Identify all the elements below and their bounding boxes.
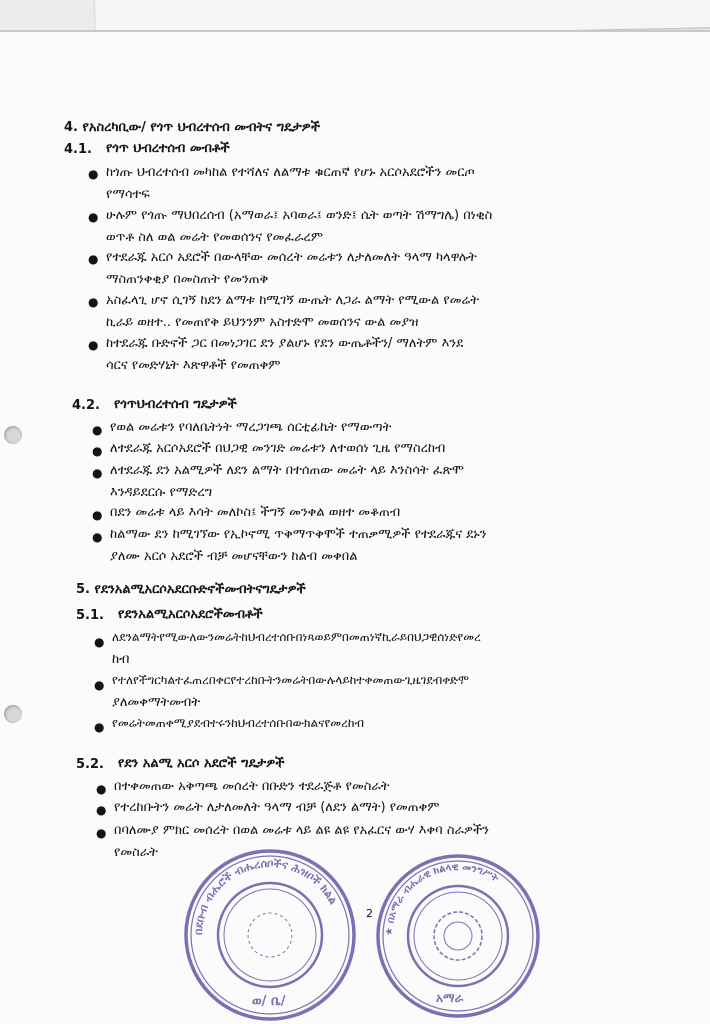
list-item: የወል መሬቱን የባለቤትነት ማረጋገጫ ሰርቲፊኬት የማውጣት <box>110 420 392 435</box>
section-5-heading: 5. የደንአልሚአርሶአደርቡድኖችመብትናግዴታዎች <box>76 582 306 597</box>
section-5-2-title: የደን አልሚ አርሶ አደሮች ግዴታዎች <box>118 756 285 771</box>
bullet-icon: ● <box>94 720 105 734</box>
bullet-icon: ● <box>94 678 105 692</box>
bullet-icon: ● <box>96 803 107 817</box>
stamp-left-bottom: ወ/ ቤ/ <box>252 994 286 1009</box>
bullet-icon: ● <box>88 210 99 224</box>
list-item: በደን መሬቱ ላይ እሳት መለኮስ፤ ችግኝ መንቀል ወዘተ መቆጠብ <box>110 505 401 520</box>
bullet-icon: ● <box>88 167 99 181</box>
stamp-right-text: ★ በአማራ ብሔራዊ ክልላዊ መንግሥት <box>383 861 501 937</box>
bullet-icon: ● <box>92 444 103 458</box>
bullet-icon: ● <box>96 826 107 840</box>
svg-text:★ በአማራ ብሔራዊ ክልላዊ መንግሥት <box>384 862 501 936</box>
section-4-1-title: የጎጥ ህብረተሰብ መብቶች <box>106 141 230 156</box>
section-5-2-number: 5.2. <box>76 757 104 772</box>
bullet-icon: ● <box>92 530 103 544</box>
bullet-icon: ● <box>88 252 99 266</box>
section-4-2-title: የጎጥህብረተሰብ ግዴታዎች <box>114 397 237 412</box>
list-item: የመሬትመጠቀሚያደብተሩንከህብረተሰቡበውክልናየመረከብ <box>112 716 365 730</box>
section-4-1-number: 4.1. <box>64 142 92 157</box>
section-4-heading: 4. የአስረካቢው/ የጎጥ ህብረተሰብ መብትና ግዴታዎች <box>64 120 321 135</box>
stamp-left-text: በደቡብ ብሔሮች ብሔረሰቦችና ሕዝቦች ክልል <box>191 856 340 936</box>
bullet-icon: ● <box>94 635 105 649</box>
section-5-1-title: የደንአልሚአርሶአደሮችመብቶች <box>118 607 263 622</box>
section-5-1-number: 5.1. <box>76 608 104 623</box>
official-stamp-left <box>180 845 360 1023</box>
bullet-icon: ● <box>96 782 107 796</box>
official-stamp-right <box>372 850 544 1020</box>
bullet-icon: ● <box>88 338 99 352</box>
bullet-icon: ● <box>92 466 103 480</box>
stamp-right-bottom: አማራ <box>436 991 464 1005</box>
list-item: ለተደራጁ አርሶአደሮች በህጋዊ መንገድ መሬቱን ለተወሰነ ጊዜ የማስረከብ <box>110 441 446 456</box>
section-4-2-number: 4.2. <box>72 398 100 413</box>
bullet-icon: ● <box>92 423 103 437</box>
svg-text:በደቡብ ብሔሮች ብሔረሰቦችና ሕዝቦች ክልል <box>192 857 340 935</box>
page-number: 2 <box>366 907 373 920</box>
bullet-icon: ● <box>88 295 99 309</box>
bullet-icon: ● <box>92 508 103 522</box>
list-item: የተረከቡትን መሬት ለታለመለት ዓላማ ብቻ (ለደን ልማት) የመጠቀም <box>114 800 440 815</box>
document-content: 4. የአስረካቢው/ የጎጥ ህብረተሰብ መብትና ግዴታዎች 4.1. የጎጥ ህብረተሰብ መብቶች ● ከጎጡ ህብረተሰብ መካከል የተሻለና ለልማቱ ቁርጠኛ የሆኑ አርሶአደሮችን መርጦ የማሳተፍ ● ሁሉም የጎጡ ማህበረሰብ (አማወራ፤ አባወራ፤ ወንድ፤ ሴት ወጣት ሽማግሌ) በነቂስ ወጥቶ ስለ ወል መሬት የመወሰንና የመፈራረም ● የተደራጁ አርሶ አደሮች በውላቸው መሰረት መሬቱን ለታለመለት ዓላማ ካላዋሉት ማስጠንቀቂያ በመስጠት የመንጠቅ ● አስፈላጊ ሆኖ ሲገኝ ከደን ልማቱ ከሚገኝ ውጤት ለጋራ ልማት የሚውል የመሬት ኪራይ ወዘተ.. የመጠየቅ ይህንንም አስተድሞ መወሰንና ውል መያዝ ● ከተደራጁ ቡድኖች ጋር በመነጋገር ደን ያልሆኑ የደን ውጤቶችን/ ማለትም እንደ ሳርና የመድሃኒት እጽዋቶች የመጠቀም 4.2. የጎጥህብረተሰብ ግዴታዎች ● የወል መሬቱን የባለቤትነት ማረጋገጫ ሰርቲፊኬት የማውጣት ● ለተደራጁ አርሶአደሮች በህጋዊ መንገድ መሬቱን ለተወሰነ ጊዜ የማስረከብ ● ለተደራጁ ደን አልሚዎች ለደን ልማት በተሰጠው መሬት ላይ እንስሳት ፈጽሞ እንዳይደርሱ የማድረግ ● በደን መሬቱ ላይ እሳት መለኮስ፤ ችግኝ መንቀል ወዘተ መቆጠብ ● ከልማው ደን ከሚገኘው የኢኮኖሚ ጥቅማጥቅሞች ተጠቃሚዎች የተደራጁና ደኑን ያለሙ አርሶ አደሮች ብቻ መሆናቸውን ከልብ መቀበል 5. የደንአልሚአርሶአደርቡድኖችመብትናግዴታዎች 5.1. የደንአልሚአርሶአደሮችመብቶች ● ለደንልማትየሚውለውንመሬትከህብረተሰቡበነጻወይምበመጠነኛኪራይበህጋዊሰነድየመረ ከብ ● የተለየችግርካልተፈጠረበቀርየተረከቡትንመሬትበውሉላይከተቀመጠውጊዜገደብቀድሞ ያለመቀማትመብት ● የመሬትመጠቀሚያደብተሩንከህብረተሰቡበውክልናየመረከብ 5.2. የደን አልሚ አርሶ አደሮች ግዴታዎች ● በተቀመጠው አቅጣጫ መሰረት በቡድን ተደራጅቶ የመስራት ● የተረከቡትን መሬት ለታለመለት ዓላማ ብቻ (ለደን ልማት) የመጠቀም ● በባለሙያ ምክር መሰረት በወል መሬቱ ላይ ልዩ ልዩ የአፈርና ውሃ እቀባ ስራዎችን የመስራት 2 <box>64 120 493 920</box>
list-item: በተቀመጠው አቅጣጫ መሰረት በቡድን ተደራጅቶ የመስራት <box>114 779 390 794</box>
